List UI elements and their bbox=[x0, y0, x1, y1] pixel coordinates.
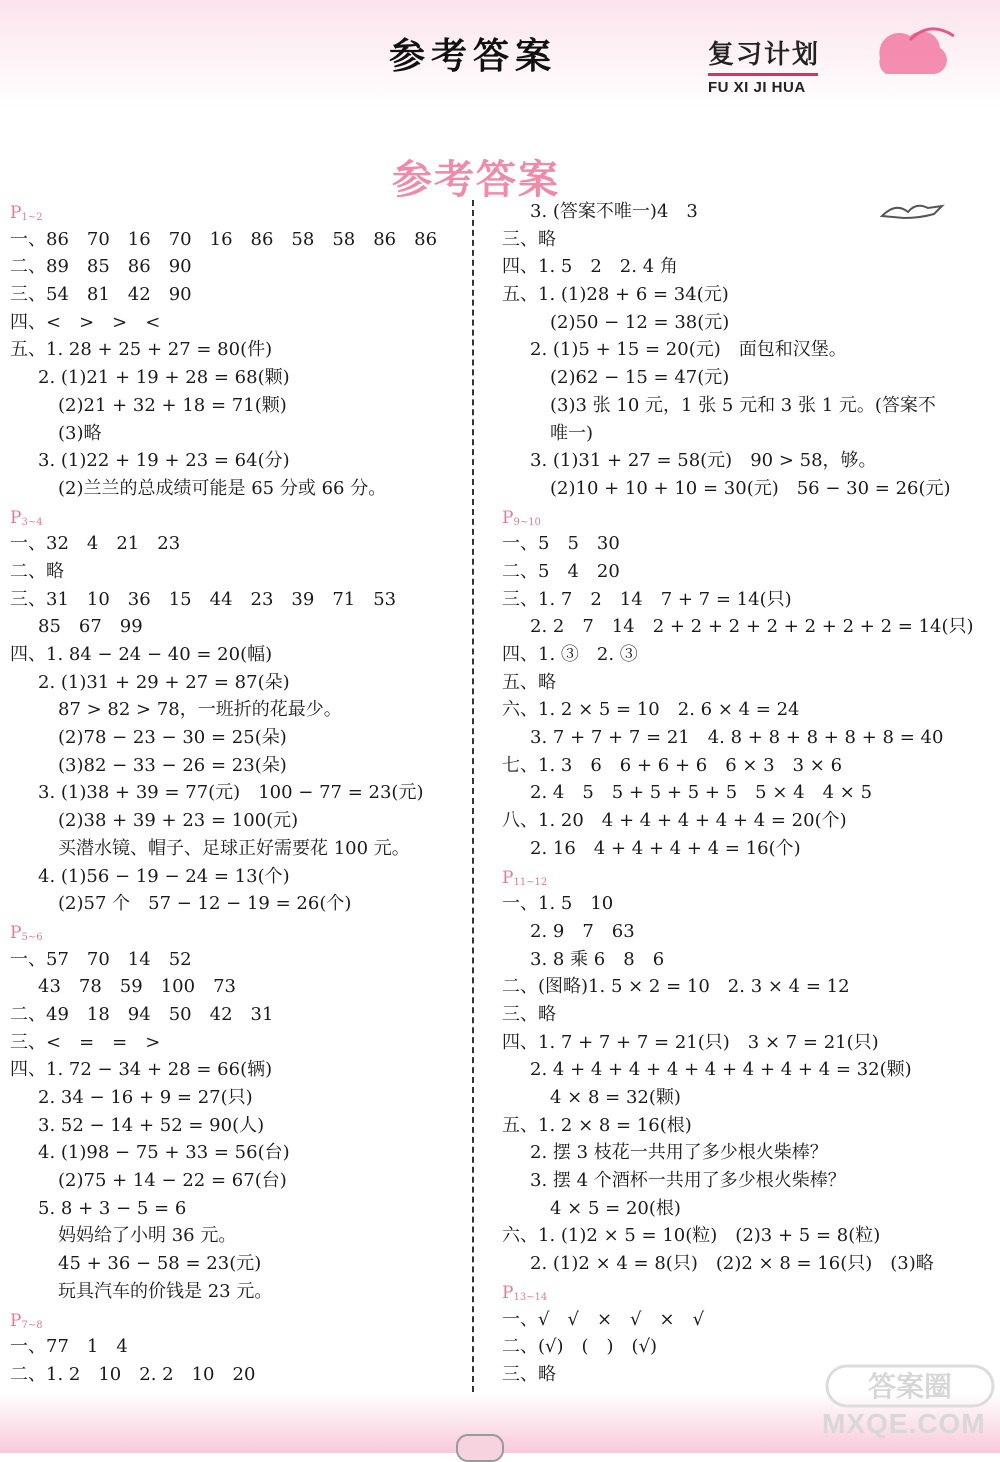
page-range-marker bbox=[10, 503, 465, 531]
page-marker-letter: P bbox=[10, 922, 22, 943]
answer-line: 二、略 bbox=[10, 560, 64, 582]
answer-line: 五、1. 28 + 25 + 27 = 80(件) bbox=[10, 339, 273, 361]
answer-line: 三、略 bbox=[502, 1363, 556, 1385]
answer-line: 二、(图略)1. 5 × 2 = 10 2. 3 × 4 = 12 bbox=[502, 976, 850, 998]
answer-line: 3. (1)38 + 39 = 77(元) 100 − 77 = 23(元) bbox=[38, 782, 424, 804]
answer-line: (2)50 − 12 = 38(元) bbox=[550, 311, 730, 333]
page-marker-letter: P bbox=[502, 867, 514, 888]
answer-line: 3. 摆 4 个酒杯一共用了多少根火柴棒？ bbox=[530, 1170, 846, 1192]
answer-line: (3)略 bbox=[58, 422, 102, 444]
answer-line: 2. 2 7 14 2 + 2 + 2 + 2 + 2 + 2 + 2 = 14(只) bbox=[530, 616, 974, 638]
answer-line: (2)57 个 57 − 12 − 19 = 26(个) bbox=[58, 893, 352, 915]
answer-line: 四、1. ③ 2. ③ bbox=[502, 644, 638, 665]
page-marker-letter: P bbox=[502, 507, 514, 528]
answer-line: 七、1. 3 6 6 + 6 + 6 6 × 3 3 × 6 bbox=[502, 754, 843, 776]
page-marker-letter: P bbox=[502, 1282, 514, 1303]
answer-line: 三、31 10 36 15 44 23 39 71 53 bbox=[10, 588, 397, 610]
answer-line: 三、54 81 42 90 bbox=[10, 284, 192, 306]
page-range-marker bbox=[10, 918, 465, 946]
answer-line: 85 67 99 bbox=[38, 616, 143, 638]
page-range-marker bbox=[10, 198, 465, 226]
answer-line: 2. (1)2 × 4 = 8(只) (2)2 × 8 = 16(只) (3)略 bbox=[530, 1253, 934, 1275]
answer-line: 3. (1)22 + 19 + 23 = 64(分) bbox=[38, 450, 290, 472]
answer-line: 3. 8 乘 6 8 6 bbox=[530, 948, 665, 970]
answer-line: (2)62 − 15 = 47(元) bbox=[550, 367, 730, 389]
page-title: 参考答案 bbox=[388, 35, 557, 77]
answer-line: 五、1. 2 × 8 = 16(根) bbox=[502, 1114, 692, 1136]
answer-line: 三、< = = > bbox=[10, 1031, 161, 1053]
brand-logo bbox=[708, 34, 820, 96]
answer-line: 二、(√) ( ) (√) bbox=[502, 1336, 658, 1358]
answer-line: 八、1. 20 4 + 4 + 4 + 4 + 4 = 20(个) bbox=[502, 810, 847, 832]
brand-name-cn: 复习计划 bbox=[708, 40, 821, 70]
answer-line: 3. 7 + 7 + 7 = 21 4. 8 + 8 + 8 + 8 + 8 = 40 bbox=[530, 727, 944, 749]
page-range-marker bbox=[502, 863, 957, 891]
answer-line: 2. 4 5 5 + 5 + 5 + 5 5 × 4 4 × 5 bbox=[530, 782, 873, 804]
answer-line: (2)21 + 32 + 18 = 71(颗) bbox=[58, 394, 287, 416]
answer-line: 三、略 bbox=[502, 1003, 556, 1025]
answer-line: 2. (1)31 + 29 + 27 = 87(朵) bbox=[38, 671, 290, 693]
answer-line: 妈妈给了小明 36 元。 bbox=[58, 1225, 237, 1247]
answer-line: 2. 9 7 63 bbox=[530, 920, 635, 942]
right-answer-column bbox=[502, 198, 974, 1389]
page-range-marker bbox=[502, 1278, 957, 1306]
brand-underline bbox=[708, 73, 818, 76]
page-marker-range: 5~6 bbox=[21, 931, 43, 943]
answer-line: 四、1. 7 + 7 + 7 = 21(只) 3 × 7 = 21(只) bbox=[502, 1031, 879, 1053]
answer-line: 3. 52 − 14 + 52 = 90(人) bbox=[38, 1114, 265, 1136]
answer-line: 二、89 85 86 90 bbox=[10, 256, 192, 278]
section-title: 参考答案 bbox=[392, 156, 560, 203]
page-marker-range: 1~2 bbox=[21, 212, 43, 223]
answer-line: 五、略 bbox=[502, 671, 556, 693]
answer-line: 三、略 bbox=[502, 228, 556, 250]
answer-line: 4 × 5 = 20(根) bbox=[550, 1197, 681, 1219]
page-marker-letter: P bbox=[10, 507, 22, 528]
answer-line: 一、77 1 4 bbox=[10, 1336, 128, 1358]
page-marker-range: 13~14 bbox=[513, 1291, 548, 1303]
left-answer-column bbox=[10, 198, 465, 1389]
watermark-cn: 答案圈 bbox=[867, 1370, 953, 1403]
page-marker-letter: P bbox=[10, 1310, 22, 1331]
answer-line: 87 > 82 > 78，一班折的花最少。 bbox=[58, 699, 342, 721]
answer-line: 2. 摆 3 枝花一共用了多少根火柴棒？ bbox=[530, 1142, 828, 1164]
answer-line: 一、86 70 16 70 16 86 58 58 86 86 bbox=[10, 228, 438, 250]
answer-line: 一、√ √ × √ × √ bbox=[502, 1308, 705, 1330]
answer-line: 四、1. 84 − 24 − 40 = 20(幅) bbox=[10, 644, 273, 665]
answer-line: 六、1. (1)2 × 5 = 10(粒) (2)3 + 5 = 8(粒) bbox=[502, 1225, 881, 1247]
page-marker-range: 11~12 bbox=[513, 876, 548, 888]
answer-line: (2)10 + 10 + 10 = 30(元) 56 − 30 = 26(元) bbox=[550, 477, 951, 499]
answer-line: 43 78 59 100 73 bbox=[38, 976, 236, 998]
answer-line: 3. (答案不唯一)4 3 bbox=[530, 201, 698, 222]
answer-line: 4 × 8 = 32(颗) bbox=[550, 1087, 681, 1108]
answer-line: 4. (1)56 − 19 − 24 = 13(个) bbox=[38, 865, 290, 887]
answer-line: 4. (1)98 − 75 + 33 = 56(台) bbox=[38, 1142, 290, 1164]
page-marker-range: 3~4 bbox=[21, 516, 43, 528]
answer-line: 二、5 4 20 bbox=[502, 560, 620, 582]
page-marker-range: 7~8 bbox=[21, 1319, 43, 1331]
answer-line: (2)78 − 23 − 30 = 25(朵) bbox=[58, 727, 287, 749]
answer-line: (3)82 − 33 − 26 = 23(朵) bbox=[58, 754, 287, 776]
answer-line: 四、1. 5 2 2. 4 角 bbox=[502, 256, 678, 278]
answer-line: 五、1. (1)28 + 6 = 34(元) bbox=[502, 284, 729, 306]
cloud-decoration-icon bbox=[840, 10, 960, 90]
answer-line: 2. 34 − 16 + 9 = 27(只) bbox=[38, 1087, 253, 1108]
page-range-marker bbox=[502, 503, 957, 531]
answer-line: 一、1. 5 10 bbox=[502, 893, 614, 915]
brand-name-en: FU XI JI HUA bbox=[708, 79, 806, 96]
answer-line: 四、1. 72 − 34 + 28 = 66(辆) bbox=[10, 1059, 273, 1081]
answer-line: 一、32 4 21 23 bbox=[10, 533, 181, 555]
answer-line: 2. (1)5 + 15 = 20(元) 面包和汉堡。 bbox=[530, 339, 847, 361]
answer-line: 2. 16 4 + 4 + 4 + 4 = 16(个) bbox=[530, 837, 801, 859]
answer-line: (2)75 + 14 − 22 = 67(台) bbox=[58, 1170, 287, 1192]
column-divider bbox=[472, 200, 474, 1392]
watermark-badge-icon bbox=[825, 1362, 995, 1410]
answer-line: 六、1. 2 × 5 = 10 2. 6 × 4 = 24 bbox=[502, 699, 800, 721]
answer-line: 二、1. 2 10 2. 2 10 20 bbox=[10, 1363, 256, 1385]
answer-line: 四、< > > < bbox=[10, 311, 161, 333]
answer-line: (2)兰兰的总成绩可能是 65 分或 66 分。 bbox=[58, 477, 387, 499]
answer-line: 三、1. 7 2 14 7 + 7 = 14(只) bbox=[502, 588, 792, 610]
answer-line: 唯一) bbox=[550, 422, 594, 444]
answer-line: 一、5 5 30 bbox=[502, 533, 620, 555]
page-number-badge bbox=[456, 1434, 504, 1462]
answer-line: 玩具汽车的价钱是 23 元。 bbox=[58, 1280, 273, 1302]
answer-line: 3. (1)31 + 27 = 58(元) 90 > 58，够。 bbox=[530, 450, 877, 472]
answer-line: 45 + 36 − 58 = 23(元) bbox=[58, 1253, 262, 1275]
watermark-url: MXQE.COM bbox=[822, 1408, 986, 1439]
answer-line: 二、49 18 94 50 42 31 bbox=[10, 1003, 274, 1025]
answer-line: (3)3 张 10 元，1 张 5 元和 3 张 1 元。(答案不 bbox=[550, 394, 936, 416]
page-marker-letter: P bbox=[10, 203, 22, 223]
answer-line: (2)38 + 39 + 23 = 100(元) bbox=[58, 810, 299, 832]
answer-line: 5. 8 + 3 − 5 = 6 bbox=[38, 1197, 187, 1219]
answer-line: 一、57 70 14 52 bbox=[10, 948, 192, 970]
answer-line: 买潜水镜、帽子、足球正好需要花 100 元。 bbox=[58, 837, 410, 859]
page-range-marker bbox=[10, 1306, 465, 1334]
answer-line: 2. 4 + 4 + 4 + 4 + 4 + 4 + 4 + 4 = 32(颗) bbox=[530, 1059, 912, 1081]
answer-line: 2. (1)21 + 19 + 28 = 68(颗) bbox=[38, 367, 290, 389]
page-marker-range: 9~10 bbox=[513, 516, 541, 528]
